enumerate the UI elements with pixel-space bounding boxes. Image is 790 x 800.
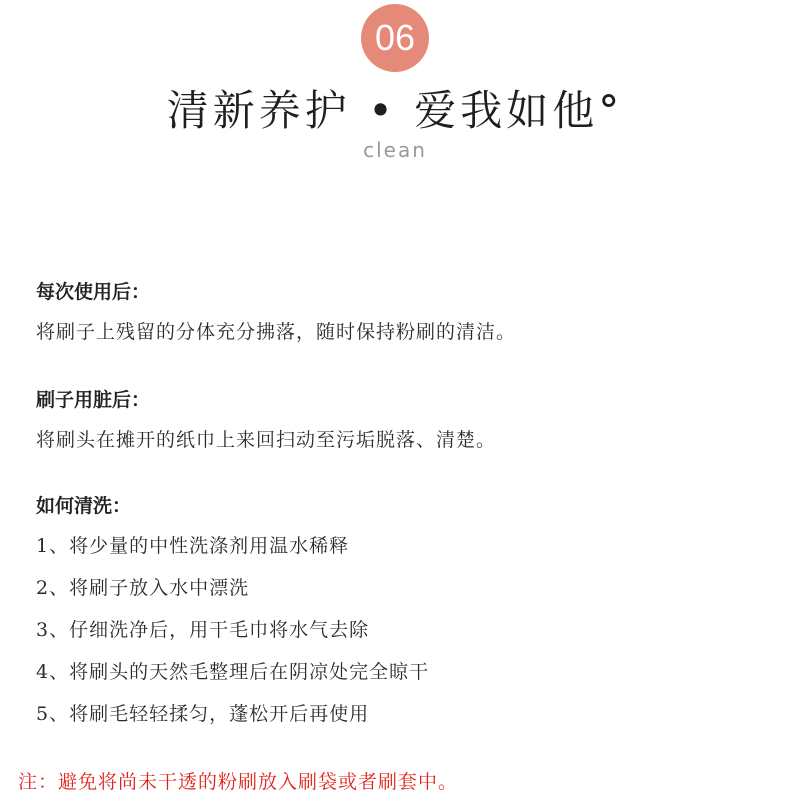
care-instructions: [36, 278, 766, 742]
section-heading: 刷子用脏后：: [36, 389, 151, 411]
list-item: 1、将少量的中性洗涤剂用温水稀释: [36, 535, 350, 557]
list-item: 3、仔细洗净后，用干毛巾将水气去除: [36, 619, 370, 641]
section-heading: 每次使用后：: [36, 281, 151, 303]
section-text: 将刷子上残留的分体充分拂落，随时保持粉刷的清洁。: [36, 321, 517, 343]
section-after-use: [36, 278, 766, 346]
section-text: 将刷头在摊开的纸巾上来回扫动至污垢脱落、清楚。: [36, 429, 497, 451]
warning-note: 注：避免将尚未干透的粉刷放入刷袋或者刷套中。: [18, 771, 459, 793]
list-item: 4、将刷头的天然毛整理后在阴凉处完全晾干: [36, 661, 430, 683]
page-subtitle: clean: [363, 138, 427, 162]
section-how-to-wash: [36, 492, 766, 728]
list-item: 5、将刷毛轻轻揉匀，蓬松开后再使用: [36, 703, 370, 725]
page-title: 清新养护 • 爱我如他°: [166, 86, 624, 135]
list-item: 2、将刷子放入水中漂洗: [36, 577, 250, 599]
section-heading: 如何清洗：: [36, 495, 132, 517]
section-number-badge: 06: [361, 4, 429, 72]
wash-steps-list: [36, 532, 766, 728]
section-when-dirty: [36, 386, 766, 454]
